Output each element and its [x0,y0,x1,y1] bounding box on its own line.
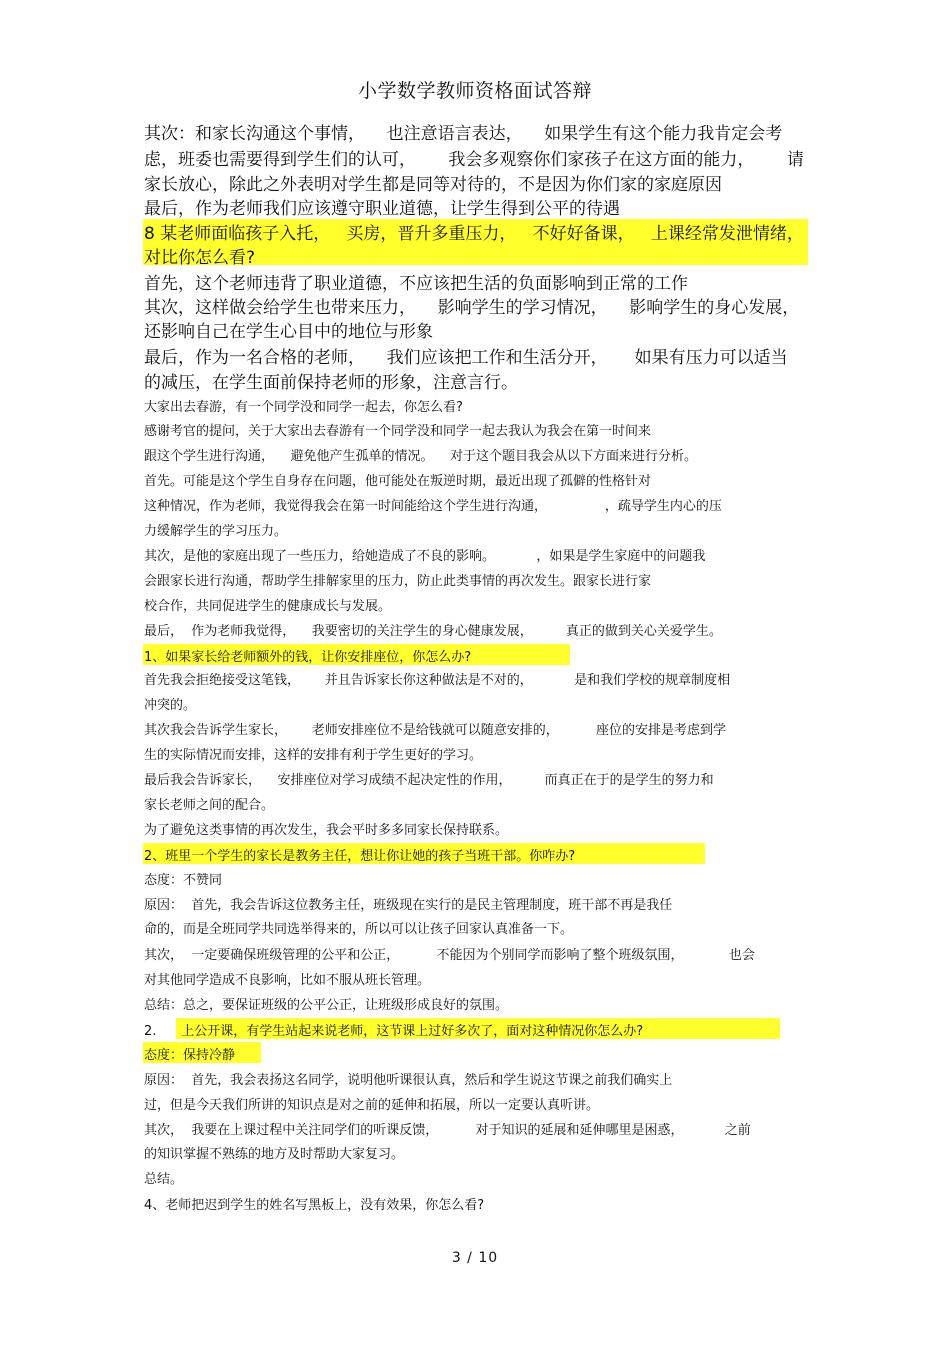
text-line: 校合作，共同促进学生的健康成长与发展。 [144,599,392,614]
page-number: 3 / 10 [451,1250,499,1266]
text-line: 原因： 首先，我会告诉这位教务主任，班级现在实行的是民主管理制度，班干部不再是我任 [144,898,673,913]
text-line: 还影响自己在学生心目中的地位与形象 [144,322,433,342]
page-title: 小学数学教师资格面试答辩 [357,80,592,102]
text-line: 最后，作为老师我们应该遵守职业道德，让学生得到公平的待遇 [144,199,620,219]
text-line: 对其他同学造成不良影响，比如不服从班长管理。 [144,973,431,988]
question-line: 4、老师把迟到学生的姓名写黑板上，没有效果，你怎么看? [144,1198,485,1213]
text-line: 其次：和家长沟通这个事情， 也注意语言表达， 如果学生有这个能力我肯定会考 [144,124,783,144]
question-line: 大家出去春游，有一个同学没和同学一起去，你怎么看? [144,400,463,415]
text-line: 为了避免这类事情的再次发生，我会平时多多同家长保持联系。 [144,823,509,838]
text-line: 过，但是今天我们所讲的知识点是对之前的延伸和拓展，所以一定要认真听讲。 [144,1098,600,1113]
text-line: 会跟家长进行沟通，帮助学生排解家里的压力，防止此类事情的再次发生。跟家长进行家 [144,574,652,589]
text-line: 命的，而是全班同学共同选举得来的，所以可以让孩子回家认真准备一下。 [144,922,574,937]
text-line: 总结：总之，要保证班级的公平公正，让班级形成良好的氛围。 [144,998,509,1013]
text-line: 其次， 我要在上课过程中关注同学们的听课反馈， 对于知识的延展和延伸哪里是困惑， 之前 [144,1123,751,1138]
text-line: 虑，班委也需要得到学生们的认可， 我会多观察你们家孩子在这方面的能力， 请 [144,150,804,170]
text-line: 其次， 一定要确保班级管理的公平和公正， 不能因为个别同学而影响了整个班级氛围， 也会 [144,948,755,963]
text-line: 最后我会告诉家长， 安排座位对学习成绩不起决定性的作用， 而真正在于的是学生的努力和 [144,773,714,788]
highlighted-question: 对比你怎么看? [144,248,256,268]
text-line: 首先。可能是这个学生自身存在问题，他可能处在叛逆时期，最近出现了孤僻的性格针对 [144,474,652,489]
text-line: 的知识掌握不熟练的地方及时帮助大家复习。 [144,1147,405,1162]
text-line: 首先我会拒绝接受这笔钱， 并且告诉家长你这种做法是不对的， 是和我们学校的规章制度相 [144,673,731,688]
highlighted-attitude: 态度：保持冷静 [144,1048,236,1063]
text-line: 冲突的。 [144,698,197,713]
text-line: 态度：不赞同 [144,873,223,888]
text-line: 首先，这个老师违背了职业道德，不应该把生活的负面影响到正常的工作 [144,274,688,294]
text-line: 家长放心，除此之外表明对学生都是同等对待的，不是因为你们家的家庭原因 [144,175,722,195]
text-line: 力缓解学生的学习压力。 [144,524,288,539]
highlighted-question: 2、班里一个学生的家长是教务主任，想让你让她的孩子当班干部。你咋办? [144,849,576,864]
highlighted-question: 1、如果家长给老师额外的钱，让你安排座位，你怎么办? [144,650,472,665]
text-line: 感谢考官的提问，关于大家出去春游有一个同学没和同学一起去我认为我会在第一时间来 [144,424,652,439]
text-line: 最后，作为一名合格的老师， 我们应该把工作和生活分开， 如果有压力可以适当 [144,348,788,368]
text-line: 生的实际情况而安排，这样的安排有利于学生更好的学习。 [144,748,483,763]
text-line: 的减压，在学生面前保持老师的形象，注意言行。 [144,373,518,393]
text-line: 原因： 首先，我会表扬这名同学，说明他听课很认真，然后和学生说这节课之前我们确实上 [144,1073,673,1088]
text-line: 其次，是他的家庭出现了一些压力，给她造成了不良的影响。 ，如果是学生家庭中的问题我 [144,549,706,564]
text-line: 其次我会告诉学生家长， 老师安排座位不是给钱就可以随意安排的， 座位的安排是考虑到学 [144,723,726,738]
text-line: 家长老师之间的配合。 [144,798,275,813]
text-line: 总结。 [144,1172,184,1187]
text-line: 其次，这样做会给学生也带来压力， 影响学生的学习情况， 影响学生的身心发展， [144,298,800,318]
text-line: 最后， 作为老师我觉得， 我要密切的关注学生的身心健康发展， 真正的做到关心关爱学生。 [144,624,722,639]
highlighted-question: 8 某老师面临孩子入托， 买房，晋升多重压力， 不好好备课， 上课经常发泄情绪， [144,224,804,244]
highlighted-question: 2. 上公开课，有学生站起来说老师，这节课上过好多次了，面对这种情况你怎么办? [144,1024,644,1039]
text-line: 跟这个学生进行沟通， 避免他产生孤单的情况。 对于这个题目我会从以下方面来进行分析。 [144,449,698,464]
text-line: 这种情况，作为老师，我觉得我会在第一时间能给这个学生进行沟通， ，疏导学生内心的压 [144,499,722,514]
